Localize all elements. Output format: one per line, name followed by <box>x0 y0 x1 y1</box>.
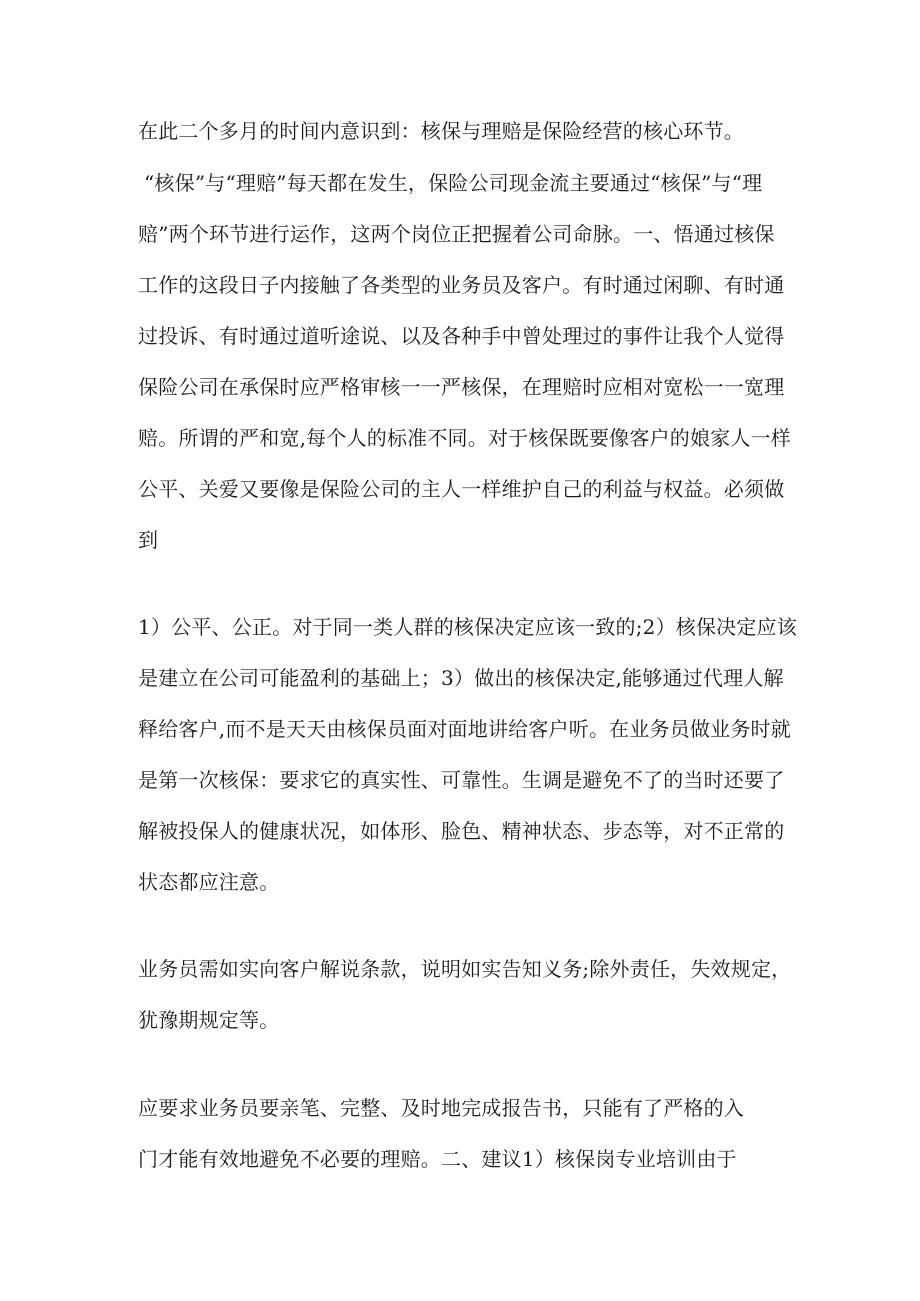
paragraph-line: 公平、关爱又要像是保险公司的主人一样维护自己的利益与权益。必须做 <box>138 477 785 501</box>
paragraph-line: 应要求业务员要亲笔、完整、及时地完成报告书，只能有了严格的入 <box>138 1096 744 1120</box>
paragraph-line: 是建立在公司可能盈利的基础上；3）做出的核保决定,能够通过代理人解 <box>138 666 784 690</box>
paragraph-line: 状态都应注意。 <box>138 870 280 894</box>
paragraph-line: “核保”与“理赔”每天都在发生，保险公司现金流主要通过“核保”与“理 <box>144 171 763 195</box>
paragraph-line: 赔。所谓的严和宽,每个人的标准不同。对于核保既要像客户的娘家人一样 <box>138 426 791 450</box>
paragraph-line: 是第一次核保：要求它的真实性、可靠性。生调是避免不了的当时还要了 <box>138 768 785 792</box>
paragraph-line: 保险公司在承保时应严格审核一一严核保，在理赔时应相对宽松一一宽理 <box>138 375 785 399</box>
paragraph-line: 过投诉、有时通过道听途说、以及各种手中曾处理过的事件让我个人觉得 <box>138 324 785 348</box>
paragraph-line: 工作的这段日子内接触了各类型的业务员及客户。有时通过闲聊、有时通 <box>138 273 785 297</box>
paragraph-line: 业务员需如实向客户解说条款，说明如实告知义务;除外责任，失效规定， <box>138 957 792 981</box>
paragraph-line: 释给客户,而不是天天由核保员面对面地讲给客户听。在业务员做业务时就 <box>138 717 791 741</box>
paragraph-line: 解被投保人的健康状况，如体形、脸色、精神状态、步态等，对不正常的 <box>138 819 785 843</box>
paragraph-line: 门才能有效地避免不必要的理赔。二、建议1）核保岗专业培训由于 <box>138 1147 737 1171</box>
paragraph-line: 1）公平、公正。对于同一类人群的核保决定应该一致的;2）核保决定应该 <box>138 615 797 639</box>
paragraph-line: 在此二个多月的时间内意识到：核保与理赔是保险经营的核心环节。 <box>138 119 744 143</box>
paragraph-line: 到 <box>138 528 159 552</box>
paragraph-line: 赔”两个环节进行运作，这两个岗位正把握着公司命脉。一、悟通过核保 <box>138 222 775 246</box>
paragraph-line: 犹豫期规定等。 <box>138 1008 280 1032</box>
